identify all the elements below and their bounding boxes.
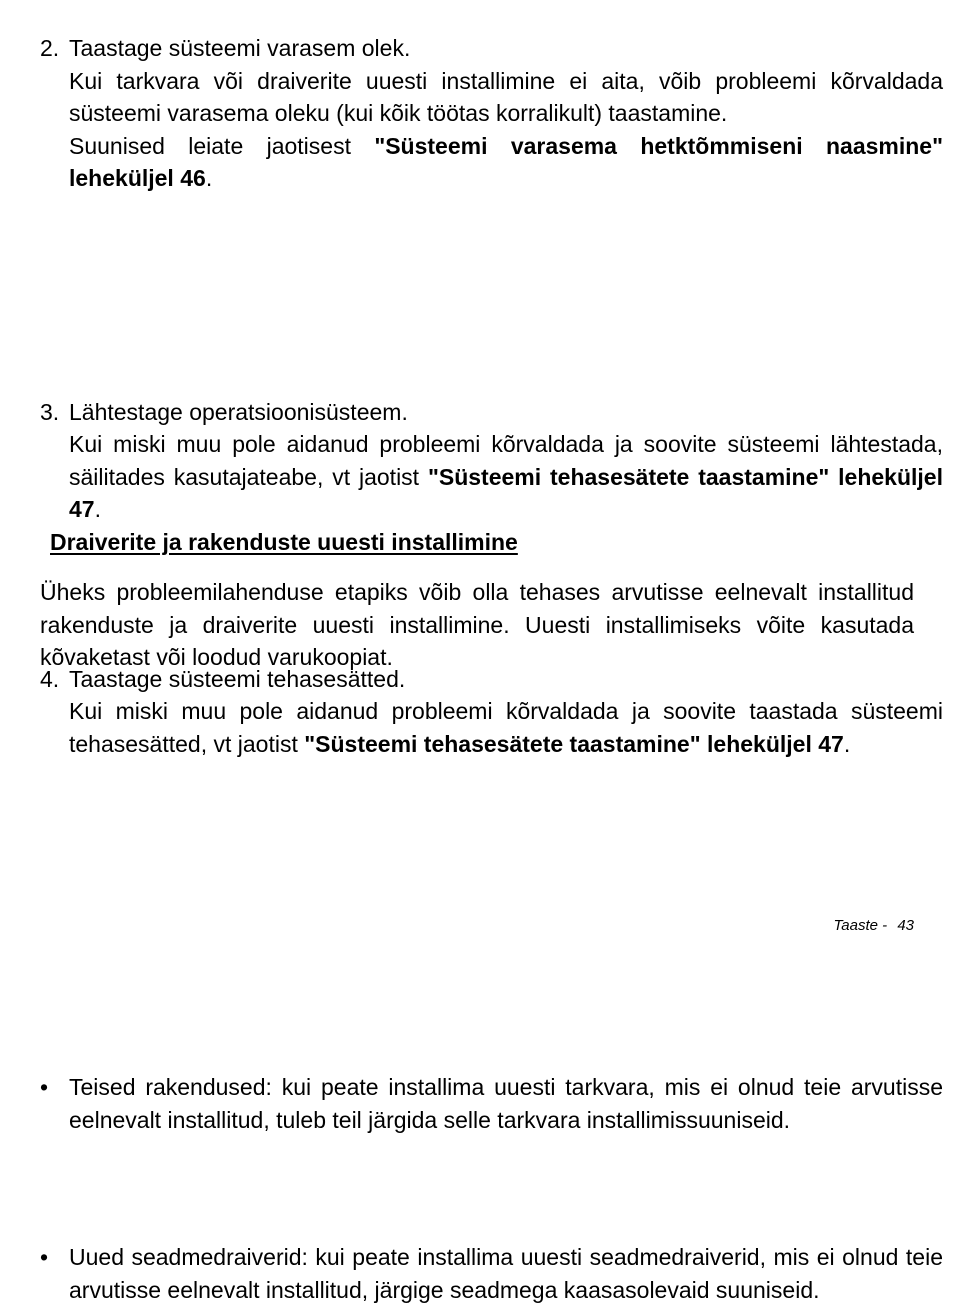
item-number: 2. <box>40 35 60 61</box>
section-intro <box>40 576 914 674</box>
cross-reference-link[interactable]: "Süsteemi varasema hetktõmmiseni naasmine" leheküljel 46 <box>69 132 943 191</box>
cross-reference-link[interactable]: "Süsteemi tehasesätete taastamine" leheküljel 47 <box>304 730 844 757</box>
footer-label: Taaste - <box>833 917 888 934</box>
page-number: 43 <box>897 917 914 934</box>
item-body: Kui tarkvara või draiverite uuesti installimine ei aita, võib probleemi kõrvaldada süsteemi varasema oleku (kui kõik töötas korralikult) taastamine. <box>69 67 943 126</box>
page-footer <box>833 916 914 936</box>
numbered-item-4 <box>40 663 943 761</box>
item-number: 4. <box>40 665 60 692</box>
item-body: Kui miski muu pole aidanud probleemi kõrvaldada ja soovite taastada süsteemi tehasesätted, vt jaotist "Süsteemi tehasesätete taastamine" leheküljel 47. <box>69 698 943 757</box>
section-heading: Draiverite ja rakenduste uuesti installimine <box>50 529 518 555</box>
item-title: Taastage süsteemi tehasesätted. <box>69 665 406 692</box>
bullet-marker: • <box>40 1074 49 1100</box>
bullet-marker: • <box>40 1244 49 1270</box>
numbered-item-3 <box>40 396 943 526</box>
item-body: Kui miski muu pole aidanud probleemi kõrvaldada ja soovite süsteemi lähtestada, säilitades kasutajateabe, vt jaotist "Süsteemi tehasesätete taastamine" leheküljel 47. <box>69 431 943 522</box>
intro-paragraph: Üheks probleemilahenduse etapiks võib olla tehases arvutisse eelnevalt installitud rakenduste ja draiverite uuesti installimine. Uuesti installimiseks võite kasutada kõvaketast või loodud varukoopiat. <box>40 579 914 670</box>
bullet-text: Teised rakendused: kui peate installima uuesti tarkvara, mis ei olnud teie arvutisse eelnevalt installitud, tuleb teil järgida selle tarkvara installimissuuniseid. <box>69 1074 943 1133</box>
item-number: 3. <box>40 398 60 425</box>
item-title: Taastage süsteemi varasem olek. <box>69 35 411 61</box>
bullet-text: Uued seadmedraiverid: kui peate installima uuesti seadmedraiverid, mis ei olnud teie arvutisse eelnevalt installitud, järgige seadmega kaasasolevaid suuniseid. <box>69 1244 943 1303</box>
item-title: Lähtestage operatsioonisüsteem. <box>69 398 408 425</box>
bullet-item <box>40 1241 943 1306</box>
cross-reference-link[interactable]: "Süsteemi tehasesätete taastamine" leheküljel 47 <box>69 463 943 522</box>
item-reference: Suunised leiate jaotisest "Süsteemi varasema hetktõmmiseni naasmine" leheküljel 46. <box>69 132 943 191</box>
numbered-item-2 <box>40 32 943 195</box>
bullet-item <box>40 1071 943 1136</box>
